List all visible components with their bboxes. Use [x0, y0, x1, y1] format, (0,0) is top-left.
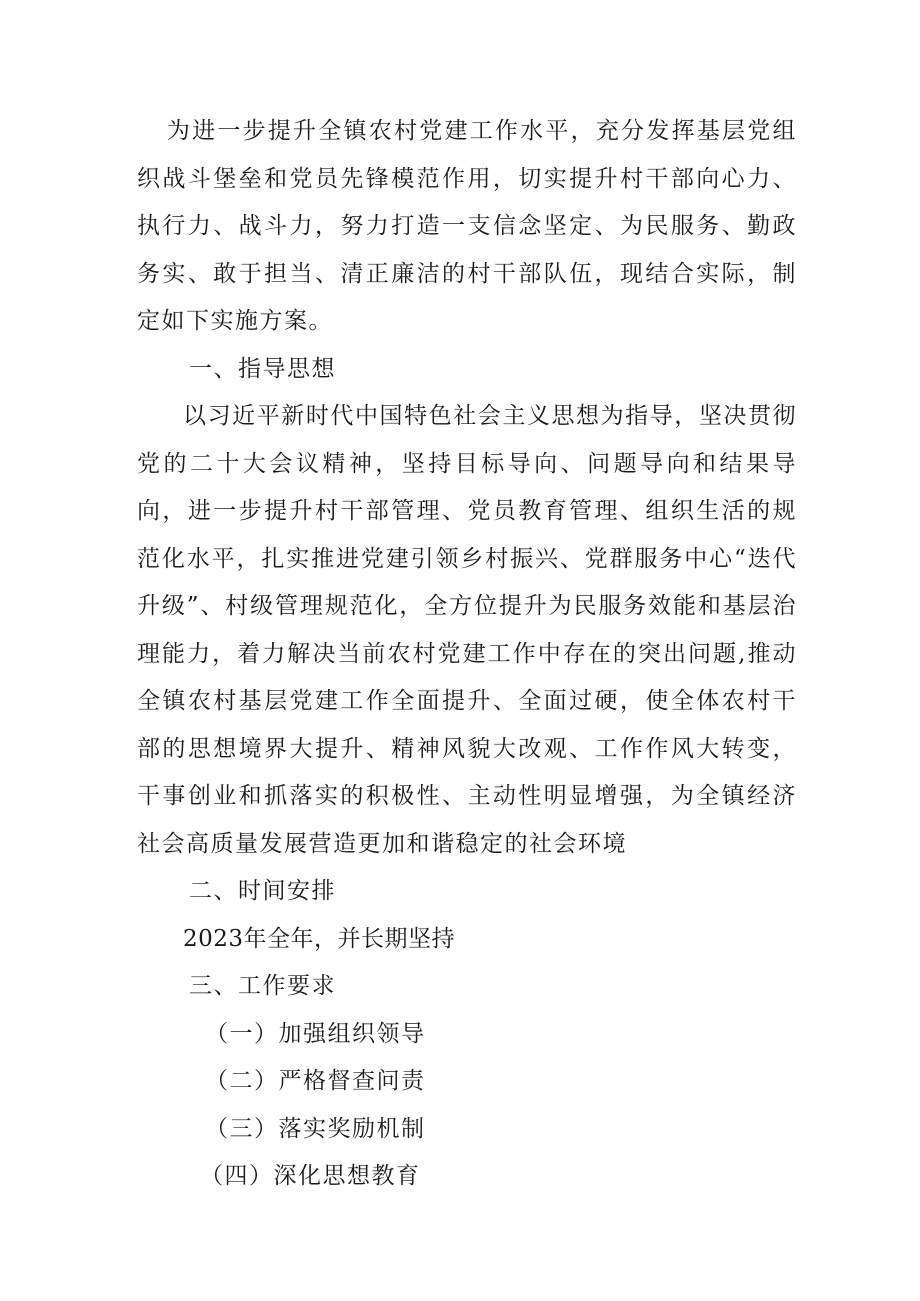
requirement-item: （一）加强组织领导 — [205, 1020, 426, 1047]
guiding-ideology-paragraph: 以习近平新时代中国特色社会主义思想为指导，坚决贯彻党的二十大会议精神，坚持目标导向、问题导向和结果导向，进一步提升村干部管理、党员教育管理、组织生活的规范化水平，扎实推进党建引领乡村振兴、党群服务中心“迭代升级”、村级管理规范化，全方位提升为民服务效能和基层治理能力，着力解决当前农村党建工作中存在的突出问题,推动全镇农村基层党建工作全面提升、全面过硬，使全体农村干部的思想境界大提升、精神风貌大改观、工作作风大转变，干事创业和抓落实的积极性、主动性明显增强，为全镇经济社会高质量发展营造更加和谐稳定的社会环境 — [137, 403, 797, 857]
section-heading-guiding-ideology: 一、指导思想 — [189, 355, 336, 382]
document-body — [137, 108, 797, 1201]
requirement-item: （四）深化思想教育 — [200, 1163, 421, 1189]
requirement-item: （三）落实奖励机制 — [205, 1115, 426, 1142]
intro-paragraph: 为进一步提升全镇农村党建工作水平，充分发挥基层党组织战斗堡垒和党员先锋模范作用，切实提升村干部向心力、执行力、战斗力，努力打造一支信念坚定、为民服务、勤政务实、敢于担当、清正廉洁的村干部队伍，现结合实际，制定如下实施方案。 — [137, 118, 797, 334]
section-heading-schedule: 二、时间安排 — [189, 878, 336, 904]
schedule-paragraph: 2023年全年，并长期坚持 — [183, 925, 456, 952]
requirement-item: （二）严格督查问责 — [205, 1068, 426, 1094]
section-heading-requirements: 三、工作要求 — [189, 973, 336, 999]
